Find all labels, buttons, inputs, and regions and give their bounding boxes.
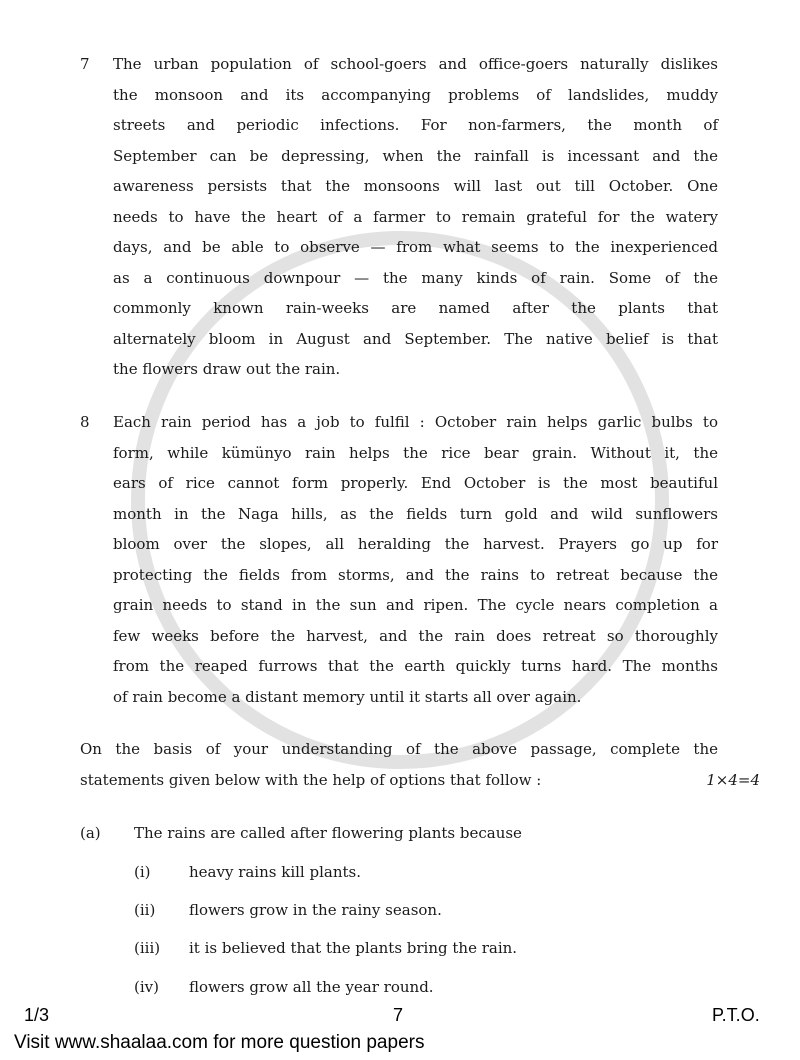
passage-line: needs to have the heart of a farmer to remain grateful for the watery [113, 208, 718, 226]
passage-line: ears of rice cannot form properly. End October is the most beautiful [113, 474, 718, 492]
option-text: heavy rains kill plants. [189, 863, 361, 881]
passage-line: The urban population of school-goers and office-goers naturally dislikes [113, 55, 718, 73]
passage-line: streets and periodic infections. For non-farmers, the month of [113, 116, 718, 134]
passage-line: the monsoon and its accompanying problems of landslides, muddy [113, 86, 718, 104]
passage-line: protecting the fields from storms, and the rains to retreat because the [113, 566, 718, 584]
passage-line: few weeks before the harvest, and the rain does retreat so thoroughly [113, 627, 718, 645]
passage-line: of rain become a distant memory until it starts all over again. [113, 688, 582, 706]
passage-line: the flowers draw out the rain. [113, 360, 341, 378]
passage-line: Each rain period has a job to fulfil : October rain helps garlic bulbs to [113, 413, 718, 431]
option-text: it is believed that the plants bring the rain. [189, 939, 518, 957]
question-label: (a) [80, 824, 101, 842]
instruction-line: statements given below with the help of options that follow : [80, 771, 542, 789]
passage-line: alternately bloom in August and September. The native belief is that [113, 330, 718, 348]
passage-line: September can be depressing, when the rainfall is incessant and the [113, 147, 718, 165]
passage-line: month in the Naga hills, as the fields turn gold and wild sunflowers [113, 505, 718, 523]
page-code: 1/3 [24, 1005, 50, 1025]
passage-line: commonly known rain-weeks are named after the plants that [113, 299, 718, 317]
option-label: (iii) [134, 939, 161, 957]
option-text: flowers grow all the year round. [189, 978, 434, 996]
visit-link[interactable]: Visit www.shaalaa.com for more question papers [14, 1032, 425, 1053]
passage-line: from the reaped furrows that the earth quickly turns hard. The months [113, 657, 718, 675]
paragraph-number: 7 [80, 55, 90, 73]
option-label: (i) [134, 863, 151, 881]
passage-line: grain needs to stand in the sun and ripen. The cycle nears completion a [113, 596, 718, 614]
instruction-line: On the basis of your understanding of the above passage, complete the [80, 740, 718, 758]
option-label: (ii) [134, 901, 156, 919]
passage-line: as a continuous downpour — the many kinds of rain. Some of the [113, 269, 718, 287]
question-text: The rains are called after flowering plants because [134, 824, 522, 842]
passage-line: days, and be able to observe — from what seems to the inexperienced [113, 238, 718, 256]
marks-allocation: 1×4=4 [706, 771, 760, 789]
paragraph-number: 8 [80, 413, 90, 431]
pto-label: P.T.O. [712, 1005, 760, 1025]
option-label: (iv) [134, 978, 159, 996]
option-text: flowers grow in the rainy season. [189, 901, 442, 919]
passage-line: awareness persists that the monsoons will last out till October. One [113, 177, 718, 195]
passage-line: form, while kümünyo rain helps the rice bear grain. Without it, the [113, 444, 718, 462]
page-number: 7 [393, 1005, 404, 1025]
passage-line: bloom over the slopes, all heralding the harvest. Prayers go up for [113, 535, 718, 553]
